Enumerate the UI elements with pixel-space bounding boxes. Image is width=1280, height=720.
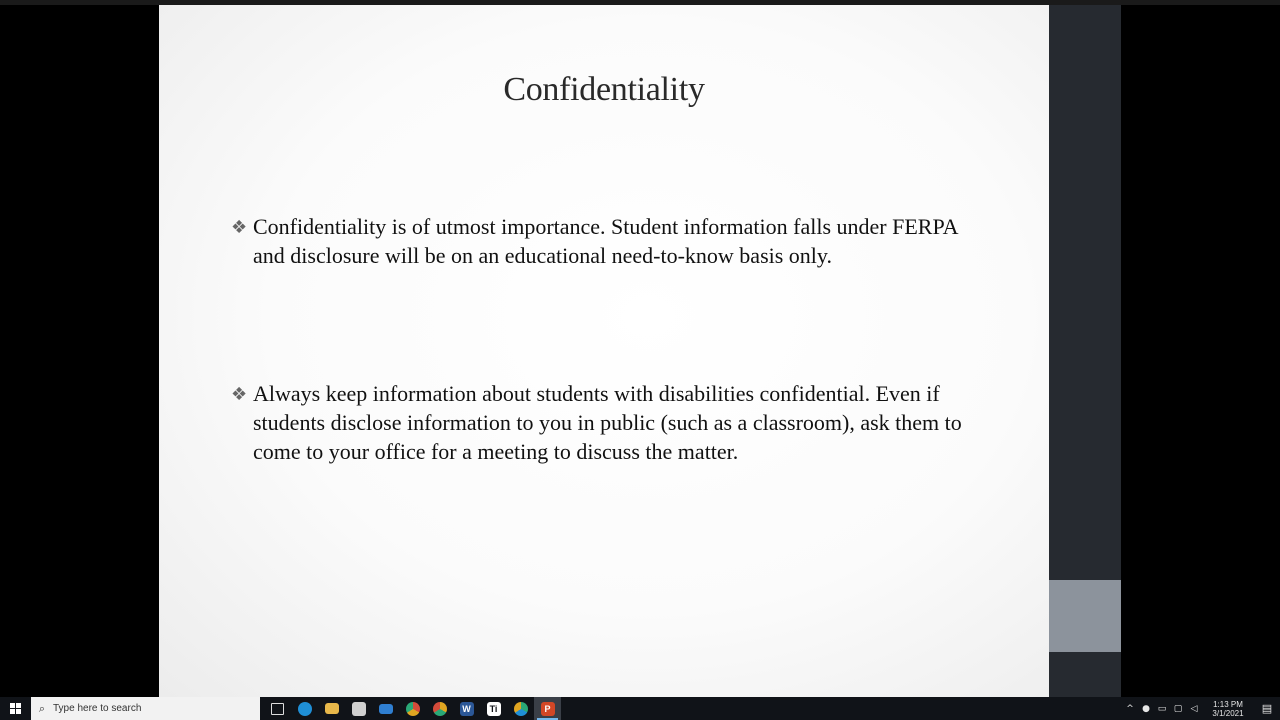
bullet-text: Confidentiality is of utmost importance. Student information falls under FERPA and disclosure will be on an educational need-to-know basis only. [253,214,958,268]
clock[interactable] [1206,700,1250,718]
mail-icon [379,704,393,714]
clock-time: 1:13 PM [1213,699,1243,709]
system-tray [1122,697,1280,720]
diamond-bullet-icon: ❖ [231,384,248,405]
search-icon: ⌕ [38,701,46,715]
chrome-icon [406,702,420,716]
ti-app-button[interactable] [480,697,507,720]
chrome-icon [514,702,528,716]
task-view-button[interactable] [264,697,291,720]
clock-date: 3/1/2021 [1212,708,1244,718]
slide-title: Confidentiality [503,71,705,108]
right-side-panel [1049,5,1121,697]
mail-button[interactable] [372,697,399,720]
word-icon: W [460,702,474,716]
notifications-icon[interactable]: ▤ [1261,702,1273,715]
chrome-app-button[interactable] [507,697,534,720]
powerpoint-icon: P [541,702,555,716]
start-button[interactable] [0,697,30,720]
store-icon [352,702,366,716]
taskbar [0,697,1280,720]
search-box[interactable] [31,697,260,720]
slide [159,5,1049,697]
chrome-icon [433,702,447,716]
chrome-profile-button[interactable] [426,697,453,720]
word-button[interactable] [453,697,480,720]
bullet-text: Always keep information about students with disabilities confidential. Even if students disclose information to you in public (such as a classroom), ask them to come to your office for a meeting to discuss the matter. [253,381,962,464]
ti-icon: Ti [487,702,501,716]
chrome-button[interactable] [399,697,426,720]
taskbar-apps [264,697,561,720]
diamond-bullet-icon: ❖ [231,217,248,238]
task-view-icon [271,703,284,715]
search-placeholder: Type here to search [53,703,142,714]
bullet-point [231,379,991,466]
volume-icon[interactable]: ◁ [1190,703,1198,714]
bullet-point [231,212,991,270]
powerpoint-button[interactable] [534,697,561,720]
store-button[interactable] [345,697,372,720]
chevron-up-icon[interactable]: ^ [1126,703,1134,714]
file-explorer-button[interactable] [318,697,345,720]
windows-icon [10,703,21,714]
network-icon[interactable]: ▭ [1157,703,1167,714]
edge-button[interactable] [291,697,318,720]
folder-icon [325,703,339,714]
panel-accent-block [1049,580,1121,652]
microphone-icon[interactable]: ● [1142,703,1150,714]
edge-icon [298,702,312,716]
display-icon[interactable]: ▢ [1173,703,1183,714]
